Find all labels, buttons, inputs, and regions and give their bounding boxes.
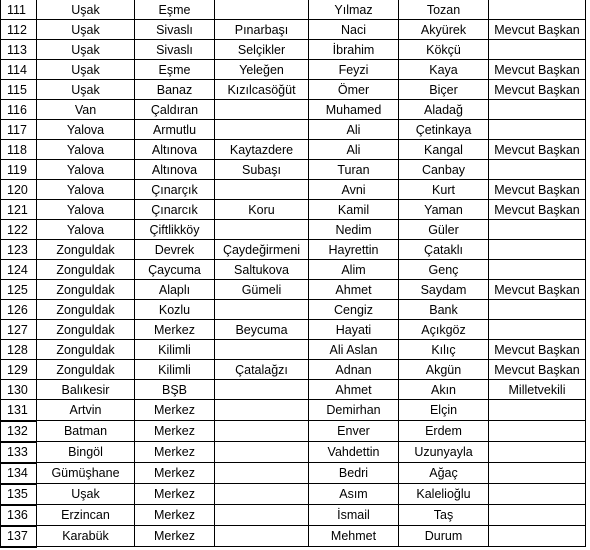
table-row	[1, 0, 586, 20]
first-name-cell[interactable]: Ahmet	[309, 380, 399, 400]
town-cell[interactable]	[215, 220, 309, 240]
status-cell[interactable]	[489, 442, 586, 463]
province-cell[interactable]: Zonguldak	[37, 260, 135, 280]
row-number-cell[interactable]: 118	[1, 140, 37, 160]
province-cell[interactable]: Gümüşhane	[37, 463, 135, 484]
first-name-cell[interactable]: Turan	[309, 160, 399, 180]
last-name-cell[interactable]: Tozan	[399, 0, 489, 20]
first-name-cell[interactable]: Alim	[309, 260, 399, 280]
district-cell[interactable]: Eşme	[135, 60, 215, 80]
status-cell[interactable]	[489, 400, 586, 421]
table-row	[1, 120, 586, 140]
town-cell[interactable]	[215, 0, 309, 20]
row-number-cell[interactable]: 117	[1, 120, 37, 140]
table-row	[1, 421, 586, 442]
last-name-cell[interactable]: Yaman	[399, 200, 489, 220]
row-number-cell[interactable]: 114	[1, 60, 37, 80]
row-number-cell[interactable]: 130	[1, 380, 37, 400]
status-cell[interactable]: Milletvekili	[489, 380, 586, 400]
first-name-cell[interactable]: Nedim	[309, 220, 399, 240]
town-cell[interactable]: Saltukova	[215, 260, 309, 280]
province-cell[interactable]: Zonguldak	[37, 300, 135, 320]
district-cell[interactable]: Çınarçık	[135, 180, 215, 200]
last-name-cell[interactable]: Çetinkaya	[399, 120, 489, 140]
province-cell[interactable]: Uşak	[37, 80, 135, 100]
table-row	[1, 40, 586, 60]
district-cell[interactable]: Merkez	[135, 463, 215, 484]
district-cell[interactable]: Altınova	[135, 160, 215, 180]
town-cell[interactable]	[215, 120, 309, 140]
district-cell[interactable]: Kilimli	[135, 360, 215, 380]
province-cell[interactable]: Uşak	[37, 20, 135, 40]
last-name-cell[interactable]: Güler	[399, 220, 489, 240]
town-cell[interactable]	[215, 421, 309, 442]
first-name-cell[interactable]: Ahmet	[309, 280, 399, 300]
town-cell[interactable]	[215, 340, 309, 360]
province-cell[interactable]: Artvin	[37, 400, 135, 421]
district-cell[interactable]: Sivaslı	[135, 20, 215, 40]
province-cell[interactable]: Uşak	[37, 484, 135, 505]
district-cell[interactable]: Merkez	[135, 505, 215, 526]
town-cell[interactable]: Selçikler	[215, 40, 309, 60]
province-cell[interactable]: Karabük	[37, 526, 135, 547]
status-cell[interactable]	[489, 240, 586, 260]
first-name-cell[interactable]: Cengiz	[309, 300, 399, 320]
district-cell[interactable]: Altınova	[135, 140, 215, 160]
row-number-cell[interactable]: 123	[1, 240, 37, 260]
town-cell[interactable]	[215, 526, 309, 547]
table-row	[1, 100, 586, 120]
table-row	[1, 320, 586, 340]
table-row	[1, 140, 586, 160]
row-number-cell[interactable]: 126	[1, 300, 37, 320]
town-cell[interactable]: Subaşı	[215, 160, 309, 180]
status-cell[interactable]: Mevcut Başkan	[489, 60, 586, 80]
status-cell[interactable]	[489, 260, 586, 280]
row-number-cell[interactable]: 125	[1, 280, 37, 300]
row-number-cell[interactable]: 129	[1, 360, 37, 380]
first-name-cell[interactable]: Avni	[309, 180, 399, 200]
table-row	[1, 160, 586, 180]
table-row	[1, 340, 586, 360]
district-cell[interactable]: Merkez	[135, 320, 215, 340]
row-number-cell[interactable]: 115	[1, 80, 37, 100]
first-name-cell[interactable]: Enver	[309, 421, 399, 442]
province-cell[interactable]: Zonguldak	[37, 240, 135, 260]
row-number-cell[interactable]: 131	[1, 400, 37, 421]
row-number-cell[interactable]: 121	[1, 200, 37, 220]
table-row	[1, 400, 586, 421]
town-cell[interactable]	[215, 484, 309, 505]
row-number-cell[interactable]: 124	[1, 260, 37, 280]
district-cell[interactable]: Armutlu	[135, 120, 215, 140]
row-number-cell[interactable]: 122	[1, 220, 37, 240]
last-name-cell[interactable]: Kaya	[399, 60, 489, 80]
status-cell[interactable]	[489, 220, 586, 240]
last-name-cell[interactable]: Saydam	[399, 280, 489, 300]
province-cell[interactable]: Batman	[37, 421, 135, 442]
first-name-cell[interactable]: Ali Aslan	[309, 340, 399, 360]
first-name-cell[interactable]: Vahdettin	[309, 442, 399, 463]
row-number-cell[interactable]: 128	[1, 340, 37, 360]
status-cell[interactable]: Mevcut Başkan	[489, 180, 586, 200]
last-name-cell[interactable]: Çataklı	[399, 240, 489, 260]
status-cell[interactable]	[489, 526, 586, 547]
row-number-cell[interactable]: 112	[1, 20, 37, 40]
row-number-cell[interactable]: 113	[1, 40, 37, 60]
first-name-cell[interactable]: Muhamed	[309, 100, 399, 120]
district-cell[interactable]: BŞB	[135, 380, 215, 400]
row-number-cell[interactable]: 137	[1, 526, 37, 547]
row-number-cell[interactable]: 116	[1, 100, 37, 120]
province-cell[interactable]: Zonguldak	[37, 360, 135, 380]
last-name-cell[interactable]: Uzunyayla	[399, 442, 489, 463]
district-cell[interactable]: Sivaslı	[135, 40, 215, 60]
town-cell[interactable]: Yeleğen	[215, 60, 309, 80]
first-name-cell[interactable]: Demirhan	[309, 400, 399, 421]
province-cell[interactable]: Uşak	[37, 60, 135, 80]
table-row	[1, 260, 586, 280]
district-cell[interactable]: Merkez	[135, 484, 215, 505]
table-row	[1, 505, 586, 526]
status-cell[interactable]	[489, 505, 586, 526]
district-cell[interactable]: Merkez	[135, 442, 215, 463]
district-cell[interactable]: Çaldıran	[135, 100, 215, 120]
row-number-cell[interactable]: 135	[1, 484, 37, 505]
last-name-cell[interactable]: Durum	[399, 526, 489, 547]
last-name-cell[interactable]: Kangal	[399, 140, 489, 160]
status-cell[interactable]: Mevcut Başkan	[489, 360, 586, 380]
first-name-cell[interactable]: Bedri	[309, 463, 399, 484]
town-cell[interactable]: Kızılcasöğüt	[215, 80, 309, 100]
town-cell[interactable]: Beycuma	[215, 320, 309, 340]
table-row	[1, 360, 586, 380]
row-number-cell[interactable]: 136	[1, 505, 37, 526]
table-row	[1, 60, 586, 80]
table-row	[1, 526, 586, 547]
province-cell[interactable]: Zonguldak	[37, 340, 135, 360]
status-cell[interactable]	[489, 463, 586, 484]
province-cell[interactable]: Yalova	[37, 160, 135, 180]
town-cell[interactable]: Pınarbaşı	[215, 20, 309, 40]
first-name-cell[interactable]: Adnan	[309, 360, 399, 380]
row-number-cell[interactable]: 133	[1, 442, 37, 463]
table-row	[1, 240, 586, 260]
town-cell[interactable]: Gümeli	[215, 280, 309, 300]
last-name-cell[interactable]: Ağaç	[399, 463, 489, 484]
status-cell[interactable]: Mevcut Başkan	[489, 280, 586, 300]
first-name-cell[interactable]: Yılmaz	[309, 0, 399, 20]
last-name-cell[interactable]: Aladağ	[399, 100, 489, 120]
last-name-cell[interactable]: Elçin	[399, 400, 489, 421]
town-cell[interactable]	[215, 300, 309, 320]
district-cell[interactable]: Banaz	[135, 80, 215, 100]
last-name-cell[interactable]: Biçer	[399, 80, 489, 100]
province-cell[interactable]: Yalova	[37, 140, 135, 160]
province-cell[interactable]: Balıkesir	[37, 380, 135, 400]
province-cell[interactable]: Yalova	[37, 200, 135, 220]
first-name-cell[interactable]: Mehmet	[309, 526, 399, 547]
last-name-cell[interactable]: Akın	[399, 380, 489, 400]
last-name-cell[interactable]: Açıkgöz	[399, 320, 489, 340]
last-name-cell[interactable]: Taş	[399, 505, 489, 526]
table-body	[1, 0, 586, 547]
row-number-cell[interactable]: 132	[1, 421, 37, 442]
status-cell[interactable]	[489, 40, 586, 60]
last-name-cell[interactable]: Erdem	[399, 421, 489, 442]
table-row	[1, 300, 586, 320]
row-number-cell[interactable]: 120	[1, 180, 37, 200]
status-cell[interactable]	[489, 160, 586, 180]
last-name-cell[interactable]: Akyürek	[399, 20, 489, 40]
status-cell[interactable]	[489, 100, 586, 120]
town-cell[interactable]	[215, 463, 309, 484]
province-cell[interactable]: Van	[37, 100, 135, 120]
last-name-cell[interactable]: Kökçü	[399, 40, 489, 60]
district-cell[interactable]: Merkez	[135, 526, 215, 547]
status-cell[interactable]	[489, 120, 586, 140]
province-cell[interactable]: Uşak	[37, 0, 135, 20]
first-name-cell[interactable]: Ömer	[309, 80, 399, 100]
province-cell[interactable]: Bingöl	[37, 442, 135, 463]
table-row	[1, 20, 586, 40]
status-cell[interactable]	[489, 484, 586, 505]
status-cell[interactable]: Mevcut Başkan	[489, 200, 586, 220]
town-cell[interactable]: Çatalağzı	[215, 360, 309, 380]
status-cell[interactable]: Mevcut Başkan	[489, 80, 586, 100]
status-cell[interactable]: Mevcut Başkan	[489, 140, 586, 160]
row-number-cell[interactable]: 119	[1, 160, 37, 180]
row-number-cell[interactable]: 111	[1, 0, 37, 20]
table-row	[1, 380, 586, 400]
town-cell[interactable]	[215, 100, 309, 120]
district-cell[interactable]: Çınarcık	[135, 200, 215, 220]
town-cell[interactable]	[215, 442, 309, 463]
status-cell[interactable]	[489, 300, 586, 320]
town-cell[interactable]	[215, 400, 309, 421]
last-name-cell[interactable]: Canbay	[399, 160, 489, 180]
first-name-cell[interactable]: Naci	[309, 20, 399, 40]
province-cell[interactable]: Yalova	[37, 180, 135, 200]
status-cell[interactable]	[489, 320, 586, 340]
district-cell[interactable]: Çiftlikköy	[135, 220, 215, 240]
first-name-cell[interactable]: Kamil	[309, 200, 399, 220]
table-row	[1, 484, 586, 505]
first-name-cell[interactable]: Ali	[309, 120, 399, 140]
last-name-cell[interactable]: Akgün	[399, 360, 489, 380]
status-cell[interactable]: Mevcut Başkan	[489, 20, 586, 40]
table-row	[1, 80, 586, 100]
town-cell[interactable]: Kaytazdere	[215, 140, 309, 160]
town-cell[interactable]	[215, 505, 309, 526]
first-name-cell[interactable]: İsmail	[309, 505, 399, 526]
first-name-cell[interactable]: Ali	[309, 140, 399, 160]
table-row	[1, 442, 586, 463]
district-cell[interactable]: Çaycuma	[135, 260, 215, 280]
row-number-cell[interactable]: 127	[1, 320, 37, 340]
first-name-cell[interactable]: Feyzi	[309, 60, 399, 80]
district-cell[interactable]: Kilimli	[135, 340, 215, 360]
first-name-cell[interactable]: İbrahim	[309, 40, 399, 60]
table-row	[1, 220, 586, 240]
first-name-cell[interactable]: Hayati	[309, 320, 399, 340]
province-cell[interactable]: Erzincan	[37, 505, 135, 526]
last-name-cell[interactable]: Kalelioğlu	[399, 484, 489, 505]
district-cell[interactable]: Devrek	[135, 240, 215, 260]
district-cell[interactable]: Kozlu	[135, 300, 215, 320]
first-name-cell[interactable]: Asım	[309, 484, 399, 505]
district-cell[interactable]: Alaplı	[135, 280, 215, 300]
district-cell[interactable]: Merkez	[135, 400, 215, 421]
status-cell[interactable]	[489, 0, 586, 20]
table-row	[1, 200, 586, 220]
town-cell[interactable]: Koru	[215, 200, 309, 220]
town-cell[interactable]	[215, 380, 309, 400]
table-row	[1, 180, 586, 200]
town-cell[interactable]: Çaydeğirmeni	[215, 240, 309, 260]
province-cell[interactable]: Yalova	[37, 220, 135, 240]
table-row	[1, 463, 586, 484]
last-name-cell[interactable]: Kurt	[399, 180, 489, 200]
district-cell[interactable]: Eşme	[135, 0, 215, 20]
province-cell[interactable]: Yalova	[37, 120, 135, 140]
province-cell[interactable]: Uşak	[37, 40, 135, 60]
province-cell[interactable]: Zonguldak	[37, 280, 135, 300]
last-name-cell[interactable]: Bank	[399, 300, 489, 320]
last-name-cell[interactable]: Genç	[399, 260, 489, 280]
table-row	[1, 280, 586, 300]
last-name-cell[interactable]: Kılıç	[399, 340, 489, 360]
first-name-cell[interactable]: Hayrettin	[309, 240, 399, 260]
status-cell[interactable]	[489, 421, 586, 442]
town-cell[interactable]	[215, 180, 309, 200]
district-cell[interactable]: Merkez	[135, 421, 215, 442]
row-number-cell[interactable]: 134	[1, 463, 37, 484]
status-cell[interactable]: Mevcut Başkan	[489, 340, 586, 360]
province-cell[interactable]: Zonguldak	[37, 320, 135, 340]
